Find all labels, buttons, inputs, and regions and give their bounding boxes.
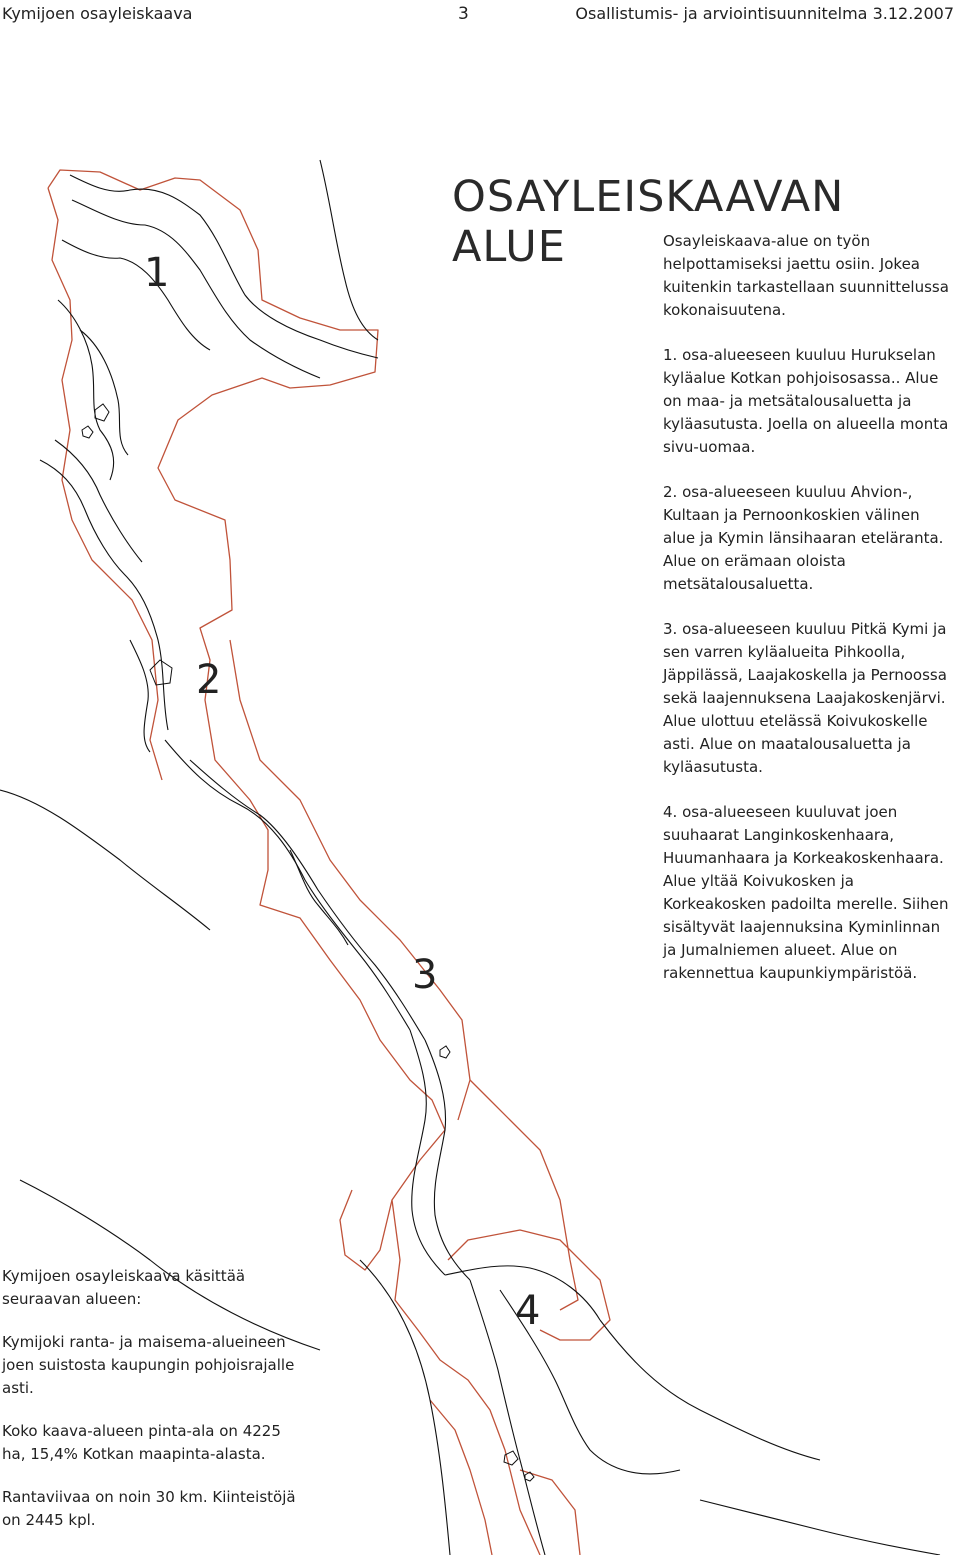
description-area-4: 4. osa-alueeseen kuuluvat joen suuhaarat Langinkoskenhaara, Huumanhaara ja Korkeakoskenhaara. Alue yltää Koivukosken ja Korkeakosken padoilta merelle. Siihen sisältyvät laajennuksina Kyminlinnan ja Jumalniemen alueet. Alue on rakennettua kaupunkiympäristöä. (663, 803, 949, 982)
header-document-subtitle: Osallistumis- ja arviointisuunnitelma 3.12.2007 (575, 4, 954, 23)
summary-area: Koko kaava-alueen pinta-ala on 4225 ha, 15,4% Kotkan maapinta-alasta. (2, 1422, 281, 1463)
header-document-title: Kymijoen osayleiskaava (2, 4, 193, 23)
summary-shoreline: Rantaviivaa on noin 30 km. Kiinteistöjä on 2445 kpl. (2, 1488, 296, 1529)
area-label-2: 2 (196, 657, 222, 703)
area-label-3: 3 (412, 952, 438, 998)
header-page-number: 3 (458, 4, 469, 24)
page-title: OSAYLEISKAAVAN ALUE (452, 171, 845, 272)
description-intro: Osayleiskaava-alue on työn helpottamiseksi jaettu osiin. Jokea kuitenkin tarkastellaan suunnittelussa kokonaisuutena. (663, 232, 949, 319)
description-area-3: 3. osa-alueeseen kuuluu Pitkä Kymi ja sen varren kyläalueita Pihkoolla, Jäppilässä, Laajakoskella ja Pernoossa sekä laajennuksena Laajakoskenjärvi. Alue ulottuu etelässä Koivukoskelle asti. Alue on maatalousaluetta ja kyläasutusta. (663, 620, 947, 776)
description-area-2: 2. osa-alueeseen kuuluu Ahvion-, Kultaan ja Pernoonkoskien välinen alue ja Kymin länsihaaran eteläranta. Alue on erämaan oloista metsätalousaluetta. (663, 483, 944, 593)
area-label-1: 1 (144, 250, 170, 296)
description-area-1: 1. osa-alueeseen kuuluu Hurukselan kyläalue Kotkan pohjoisosassa.. Alue on maa- ja metsätalousaluetta ja kyläasutusta. Joella on alueella monta sivu-uomaa. (663, 346, 949, 456)
plan-summary (2, 1265, 302, 1552)
summary-intro: Kymijoen osayleiskaava käsittää seuraavan alueen: (2, 1267, 246, 1308)
summary-extent: Kymijoki ranta- ja maisema-alueineen joen suistosta kaupungin pohjoisrajalle asti. (2, 1333, 295, 1397)
area-description (663, 230, 955, 1007)
area-label-4: 4 (515, 1288, 541, 1334)
